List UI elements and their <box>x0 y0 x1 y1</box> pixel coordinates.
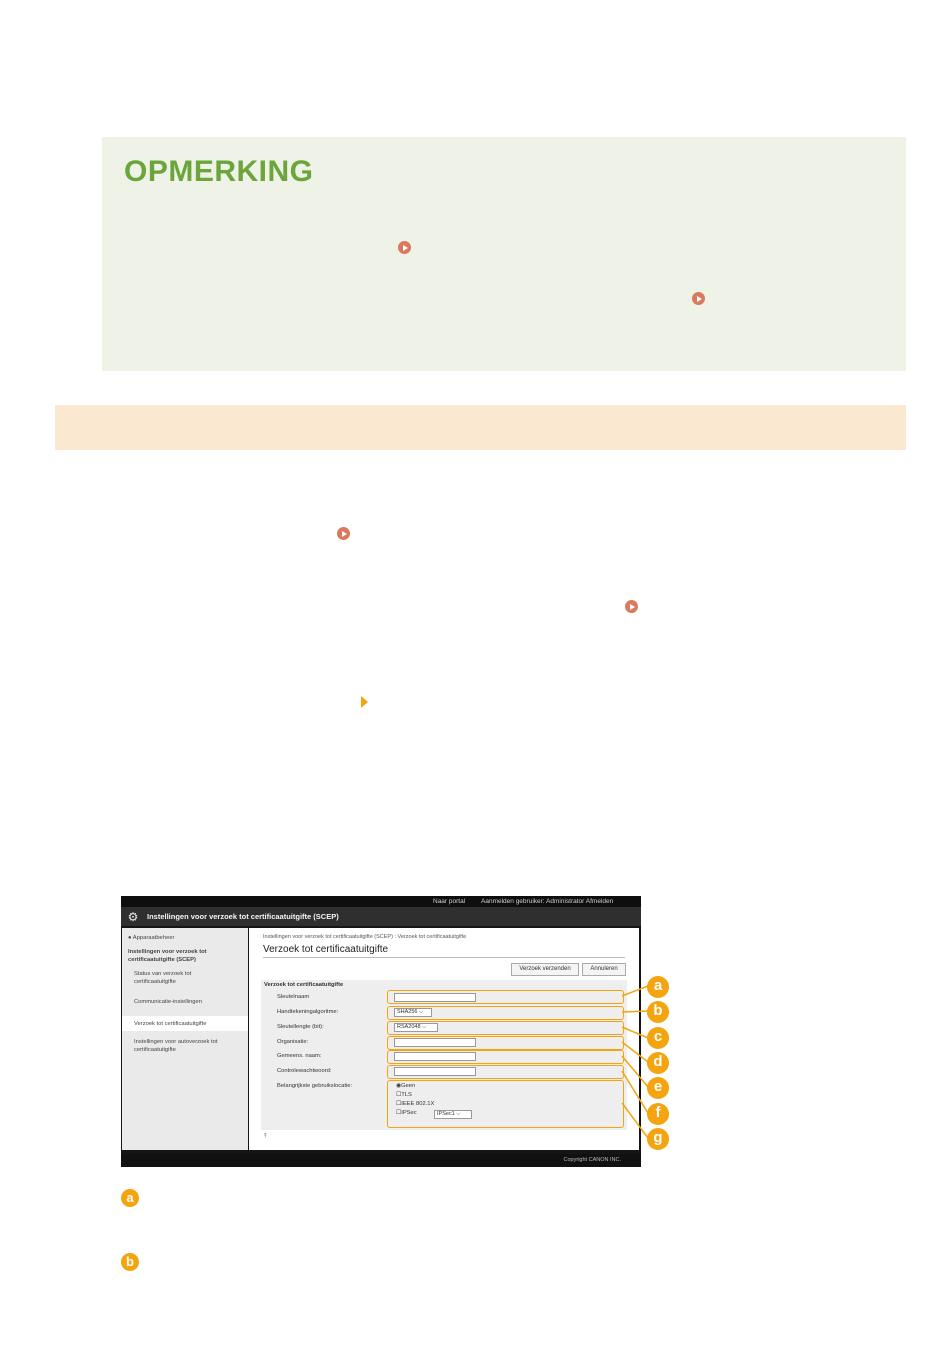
send-request-button[interactable]: Verzoek verzenden <box>511 963 579 976</box>
sidebar-device-management[interactable]: ● Apparaatbeheer <box>128 935 175 941</box>
sidebar-item-auto-request[interactable]: Instellingen voor autoverzoek tot <box>134 1039 218 1045</box>
common-name-label: Gemeens. naam: <box>277 1053 322 1059</box>
gear-icon: ⚙ <box>127 910 139 924</box>
callout-g-badge: g <box>647 1128 669 1150</box>
callout-e-badge: e <box>647 1077 669 1099</box>
callout-f-badge: f <box>647 1103 669 1125</box>
usage-option-ipsec[interactable]: ☐IPSec <box>396 1110 417 1116</box>
page-title: Verzoek tot certificaatuitgifte <box>263 944 389 955</box>
usage-option-none[interactable]: ◉Geen <box>396 1083 416 1089</box>
cancel-button[interactable]: Annuleren <box>582 963 626 976</box>
note-title: OPMERKING <box>124 155 314 188</box>
organization-label: Organisatie: <box>277 1039 309 1045</box>
callout-a-badge: a <box>647 976 669 998</box>
sidebar-item-communication[interactable]: Communicatie-instellingen <box>134 999 202 1005</box>
copyright-text: Copyright CANON INC. <box>563 1157 621 1163</box>
callout-d-badge: d <box>647 1052 669 1074</box>
key-name-label: Sleutelnaam <box>277 994 310 1000</box>
sidebar-item-issue-request[interactable]: Verzoek tot certificaatuitgifte <box>134 1021 207 1027</box>
sidebar-section-title-2: certificaatuitgifte (SCEP) <box>128 957 196 963</box>
sidebar-section-title: Instellingen voor verzoek tot <box>128 949 207 955</box>
page-top-icon[interactable]: ⤒ <box>264 1134 267 1140</box>
signature-algorithm-select[interactable]: SHA256 ⌵ <box>394 1008 432 1017</box>
callout-b-badge: b <box>647 1001 669 1023</box>
key-usage-label: Belangrijkste gebruikslocatie: <box>277 1083 353 1089</box>
legend-b-badge: b <box>121 1253 139 1271</box>
panel-header: Verzoek tot certificaatuitgifte <box>264 982 344 988</box>
sidebar-item-status-2[interactable]: certificaatuitgifte <box>134 979 176 985</box>
usage-option-tls[interactable]: ☐TLS <box>396 1092 412 1098</box>
callout-c-badge: c <box>647 1027 669 1049</box>
key-length-label: Sleutellengte (bit): <box>277 1024 324 1030</box>
sidebar-item-status[interactable]: Status van verzoek tot <box>134 971 192 977</box>
ipsec-select[interactable]: IPSec1 ⌵ <box>434 1110 472 1119</box>
signature-algorithm-label: Handtekeningalgoritme: <box>277 1009 339 1015</box>
portal-link[interactable]: Naar portal <box>433 898 466 905</box>
legend-a-badge: a <box>121 1189 139 1207</box>
login-status: Aanmelden gebruiker: Administrator Afmelden <box>481 898 614 905</box>
screenshot-title: Instellingen voor verzoek tot certificaatuitgifte (SCEP) <box>147 912 339 921</box>
usage-option-ieee[interactable]: ☐IEEE 802.1X <box>396 1101 435 1107</box>
challenge-password-label: Controlewachtwoord: <box>277 1068 332 1074</box>
breadcrumb: Instellingen voor verzoek tot certificaatuitgifte (SCEP) : Verzoek tot certificaatuitgifte <box>263 934 467 940</box>
sidebar-item-auto-request-2[interactable]: certificaatuitgifte <box>134 1047 176 1053</box>
key-length-select[interactable]: RSA2048 ⌵ <box>394 1023 438 1032</box>
